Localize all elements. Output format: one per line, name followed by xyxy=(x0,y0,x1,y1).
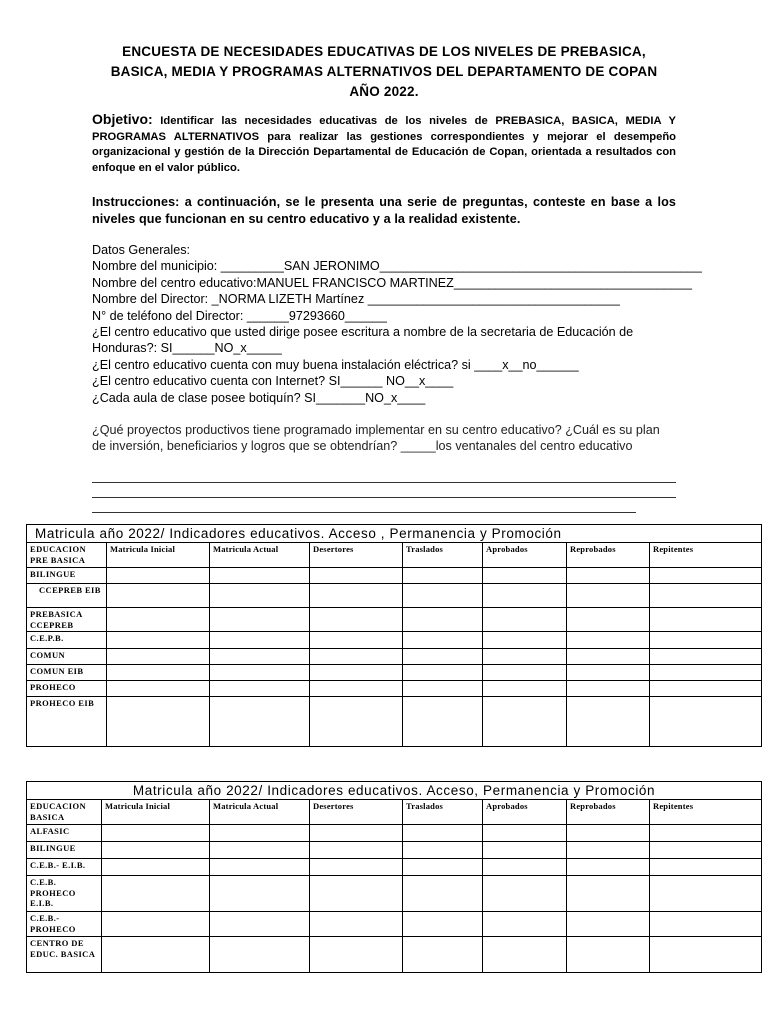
cell-input[interactable] xyxy=(650,697,762,747)
header-repitentes: Repitentes xyxy=(650,800,762,825)
cell-input[interactable] xyxy=(567,825,650,842)
cell-input[interactable] xyxy=(567,697,650,747)
cell-input[interactable] xyxy=(403,859,483,876)
cell-input[interactable] xyxy=(403,649,483,665)
cell-input[interactable] xyxy=(102,937,210,973)
field-escritura: ¿El centro educativo que usted dirige posee escritura a nombre de la secretaria de Educación de Honduras?: SI______NO_x_____ xyxy=(92,325,634,356)
cell-input[interactable] xyxy=(650,842,762,859)
table-row xyxy=(27,859,762,876)
cell-input[interactable] xyxy=(483,608,567,632)
field-botiquin: ¿Cada aula de clase posee botiquín? SI_______NO_x____ xyxy=(92,390,426,405)
cell-input[interactable] xyxy=(210,584,310,608)
row-label: C.E.B.- E.I.B. xyxy=(27,859,102,876)
cell-input[interactable] xyxy=(310,584,403,608)
row-label: BILINGUE xyxy=(27,842,102,859)
cell-input[interactable] xyxy=(107,681,210,697)
header-aprobados: Aprobados xyxy=(483,543,567,568)
field-telefono: N° de teléfono del Director: ______97293660______ xyxy=(92,308,387,323)
cell-input[interactable] xyxy=(567,876,650,912)
cell-input[interactable] xyxy=(210,608,310,632)
cell-input[interactable] xyxy=(403,697,483,747)
cell-input[interactable] xyxy=(650,649,762,665)
table-row xyxy=(27,825,762,842)
cell-input[interactable] xyxy=(650,937,762,973)
cell-input[interactable] xyxy=(210,649,310,665)
header-matricula-inicial: Matricula Inicial xyxy=(107,543,210,568)
row-label: PREBASICA CCEPREB xyxy=(27,608,107,632)
title-line-2: BASICA, MEDIA Y PROGRAMAS ALTERNATIVOS DEL DEPARTAMENTO DE COPAN xyxy=(110,64,658,79)
cell-input[interactable] xyxy=(107,608,210,632)
cell-input[interactable] xyxy=(483,681,567,697)
cell-input[interactable] xyxy=(483,665,567,681)
cell-input[interactable] xyxy=(650,608,762,632)
row-label: BILINGUE xyxy=(27,568,107,584)
title-line-1: ENCUESTA DE NECESIDADES EDUCATIVAS DE LOS NIVELES DE PREBASICA, xyxy=(122,44,646,59)
row-label: C.E.B.- PROHECO xyxy=(27,912,102,937)
cell-input[interactable] xyxy=(403,584,483,608)
cell-input[interactable] xyxy=(567,681,650,697)
cell-input[interactable] xyxy=(310,568,403,584)
table-row xyxy=(27,842,762,859)
cell-input[interactable] xyxy=(650,859,762,876)
row-label: CENTRO DE EDUC. BASICA xyxy=(27,937,102,973)
table-row xyxy=(27,665,762,681)
field-electrica: ¿El centro educativo cuenta con muy buena instalación eléctrica? si ____x__no______ xyxy=(92,357,579,372)
cell-input[interactable] xyxy=(483,697,567,747)
row-label: PROHECO xyxy=(27,681,107,697)
cell-input[interactable] xyxy=(567,842,650,859)
header-matricula-actual: Matricula Actual xyxy=(210,543,310,568)
cell-input[interactable] xyxy=(650,632,762,649)
header-reprobados: Reprobados xyxy=(567,543,650,568)
cell-input[interactable] xyxy=(650,584,762,608)
cell-input[interactable] xyxy=(107,584,210,608)
cell-input[interactable] xyxy=(310,937,403,973)
cell-input[interactable] xyxy=(210,697,310,747)
cell-input[interactable] xyxy=(210,568,310,584)
cell-input[interactable] xyxy=(210,825,310,842)
cell-input[interactable] xyxy=(403,825,483,842)
cell-input[interactable] xyxy=(102,912,210,937)
cell-input[interactable] xyxy=(567,632,650,649)
cell-input[interactable] xyxy=(567,608,650,632)
cell-input[interactable] xyxy=(210,681,310,697)
header-education-level: EDUCACION BASICA xyxy=(27,800,102,825)
cell-input[interactable] xyxy=(102,842,210,859)
cell-input[interactable] xyxy=(310,842,403,859)
cell-input[interactable] xyxy=(102,876,210,912)
table-row xyxy=(27,937,762,973)
cell-input[interactable] xyxy=(483,632,567,649)
table-row xyxy=(27,632,762,649)
projects-question: ¿Qué proyectos productivos tiene programado implementar en su centro educativo? ¿Cuál es su plan de inversión, beneficiarios y logros que se obtendrían? _____los ventanales del centro educativo xyxy=(92,423,660,453)
cell-input[interactable] xyxy=(310,665,403,681)
row-label: C.E.B. PROHECO E.I.B. xyxy=(27,876,102,912)
cell-input[interactable] xyxy=(650,568,762,584)
field-internet: ¿El centro educativo cuenta con Internet? SI______ NO__x____ xyxy=(92,374,454,389)
cell-input[interactable] xyxy=(107,697,210,747)
table-row xyxy=(27,568,762,584)
cell-input[interactable] xyxy=(483,584,567,608)
cell-input[interactable] xyxy=(310,697,403,747)
header-reprobados: Reprobados xyxy=(567,800,650,825)
general-data-section xyxy=(92,242,702,406)
row-label: COMUN xyxy=(27,649,107,665)
row-label: PROHECO EIB xyxy=(27,697,107,747)
answer-line-3 xyxy=(92,512,636,513)
cell-input[interactable] xyxy=(403,681,483,697)
enrollment-table-basica xyxy=(26,781,761,973)
cell-input[interactable] xyxy=(210,912,310,937)
header-matricula-actual: Matricula Actual xyxy=(210,800,310,825)
cell-input[interactable] xyxy=(403,876,483,912)
header-matricula-inicial: Matricula Inicial xyxy=(102,800,210,825)
cell-input[interactable] xyxy=(567,859,650,876)
cell-input[interactable] xyxy=(403,842,483,859)
table-row xyxy=(27,876,762,912)
cell-input[interactable] xyxy=(567,584,650,608)
row-label: C.E.P.B. xyxy=(27,632,107,649)
cell-input[interactable] xyxy=(403,632,483,649)
table-row xyxy=(27,649,762,665)
cell-input[interactable] xyxy=(102,825,210,842)
table-row xyxy=(27,584,762,608)
cell-input[interactable] xyxy=(102,859,210,876)
cell-input[interactable] xyxy=(107,649,210,665)
objective-text: Identificar las necesidades educativas de los niveles de PREBASICA, BASICA, MEDIA Y PROGRAMAS ALTERNATIVOS para realizar las gestiones correspondientes y mejorar el desempeño organizacional y gestión de la Dirección Departamental de Educación de Copan, orientada a resultados con enfoque en el valor público. xyxy=(92,115,676,174)
cell-input[interactable] xyxy=(210,876,310,912)
cell-input[interactable] xyxy=(107,665,210,681)
header-aprobados: Aprobados xyxy=(483,800,567,825)
cell-input[interactable] xyxy=(210,859,310,876)
cell-input[interactable] xyxy=(483,649,567,665)
cell-input[interactable] xyxy=(403,568,483,584)
cell-input[interactable] xyxy=(210,937,310,973)
cell-input[interactable] xyxy=(483,937,567,973)
header-desertores: Desertores xyxy=(310,800,403,825)
cell-input[interactable] xyxy=(403,912,483,937)
cell-input[interactable] xyxy=(310,681,403,697)
row-label: ALFASIC xyxy=(27,825,102,842)
table-caption: Matricula año 2022/ Indicadores educativos. Acceso, Permanencia y Promoción xyxy=(27,782,762,800)
cell-input[interactable] xyxy=(403,608,483,632)
cell-input[interactable] xyxy=(567,912,650,937)
header-repitentes: Repitentes xyxy=(650,543,762,568)
row-label: CCEPREB EIB xyxy=(27,584,107,608)
cell-input[interactable] xyxy=(483,859,567,876)
cell-input[interactable] xyxy=(310,608,403,632)
table-caption: Matricula año 2022/ Indicadores educativos. Acceso , Permanencia y Promoción xyxy=(27,525,762,543)
field-centro: Nombre del centro educativo:MANUEL FRANCISCO MARTINEZ__________________________________ xyxy=(92,275,692,290)
cell-input[interactable] xyxy=(483,876,567,912)
table-row xyxy=(27,912,762,937)
cell-input[interactable] xyxy=(567,649,650,665)
cell-input[interactable] xyxy=(650,681,762,697)
header-traslados: Traslados xyxy=(403,543,483,568)
cell-input[interactable] xyxy=(567,568,650,584)
cell-input[interactable] xyxy=(210,842,310,859)
enrollment-table-prebasica xyxy=(26,524,761,747)
field-director: Nombre del Director: _NORMA LIZETH Martínez ____________________________________ xyxy=(92,292,620,307)
cell-input[interactable] xyxy=(403,937,483,973)
table-row xyxy=(27,608,762,632)
cell-input[interactable] xyxy=(650,665,762,681)
header-traslados: Traslados xyxy=(403,800,483,825)
cell-input[interactable] xyxy=(107,568,210,584)
cell-input[interactable] xyxy=(210,665,310,681)
table-row xyxy=(27,681,762,697)
cell-input[interactable] xyxy=(483,842,567,859)
cell-input[interactable] xyxy=(483,825,567,842)
cell-input[interactable] xyxy=(310,859,403,876)
cell-input[interactable] xyxy=(650,825,762,842)
answer-line-2 xyxy=(92,497,676,498)
document-title xyxy=(88,42,680,102)
cell-input[interactable] xyxy=(483,912,567,937)
cell-input[interactable] xyxy=(310,912,403,937)
objective-paragraph: Objetivo: Identificar las necesidades educativas de los niveles de PREBASICA, BASICA, MEDIA Y PROGRAMAS ALTERNATIVOS para realizar las gestiones correspondientes y mejorar el desempeño organizacional y gestión de la Dirección Departamental de Educación de Copan, orientada a resultados con enfoque en el valor público. xyxy=(92,111,676,174)
instructions-paragraph: Instrucciones: a continuación, se le presenta una serie de preguntas, conteste en base a los niveles que funcionan en su centro educativo y a la realidad existente. xyxy=(92,195,676,226)
table-row xyxy=(27,697,762,747)
cell-input[interactable] xyxy=(567,937,650,973)
field-municipio: Nombre del municipio: _________SAN JERONIMO______________________________________________ xyxy=(92,259,702,274)
cell-input[interactable] xyxy=(310,876,403,912)
header-education-level: EDUCACION PRE BASICA xyxy=(27,543,107,568)
header-desertores: Desertores xyxy=(310,543,403,568)
cell-input[interactable] xyxy=(403,665,483,681)
general-heading: Datos Generales: xyxy=(92,243,191,257)
cell-input[interactable] xyxy=(650,912,762,937)
cell-input[interactable] xyxy=(310,632,403,649)
cell-input[interactable] xyxy=(483,568,567,584)
title-line-3: AÑO 2022. xyxy=(349,84,419,99)
cell-input[interactable] xyxy=(310,649,403,665)
cell-input[interactable] xyxy=(107,632,210,649)
cell-input[interactable] xyxy=(210,632,310,649)
cell-input[interactable] xyxy=(650,876,762,912)
cell-input[interactable] xyxy=(567,665,650,681)
objective-label: Objetivo xyxy=(92,111,149,127)
cell-input[interactable] xyxy=(310,825,403,842)
row-label: COMUN EIB xyxy=(27,665,107,681)
answer-line-1 xyxy=(92,482,676,483)
